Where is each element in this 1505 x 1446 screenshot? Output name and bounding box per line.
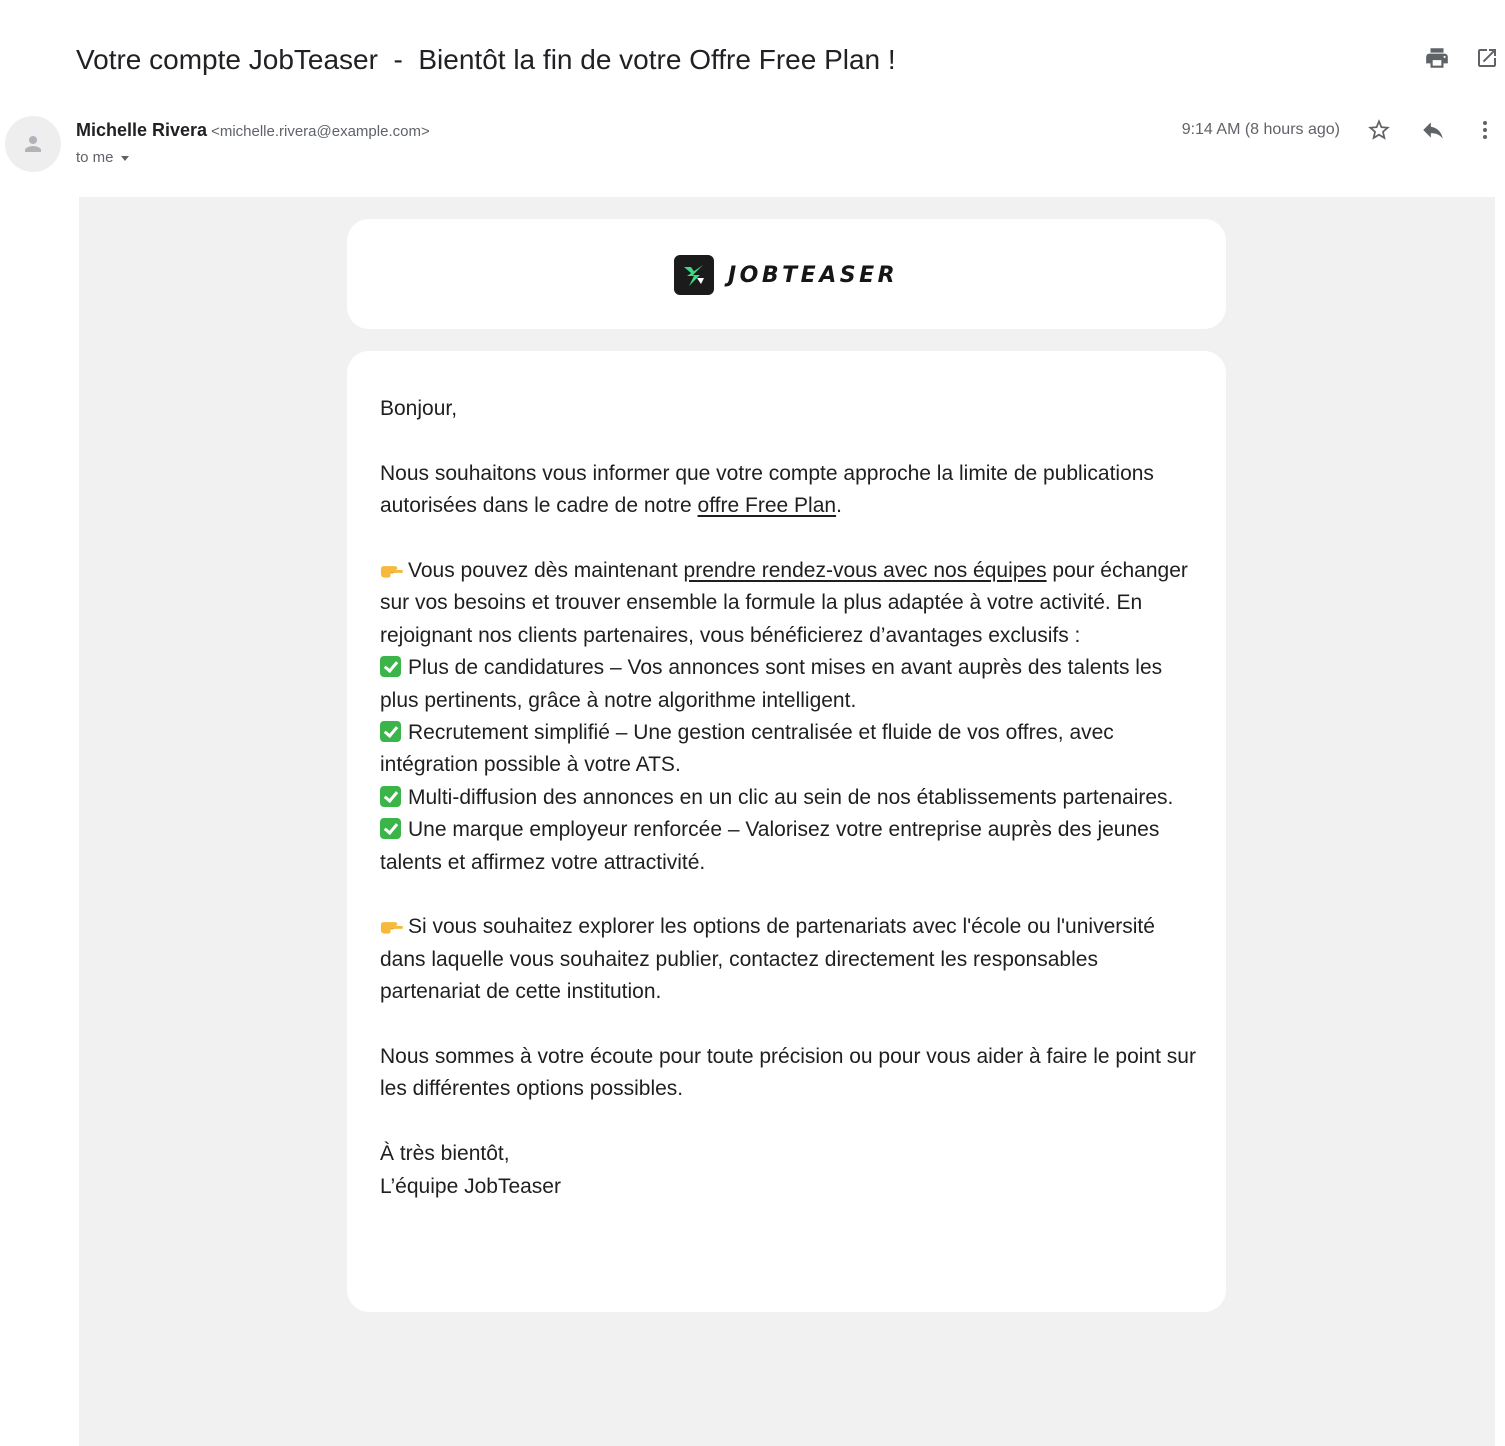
check-mark-emoji — [380, 786, 401, 807]
benefit-item — [380, 717, 1200, 782]
closing: À très bientôt, — [380, 1142, 510, 1166]
free-plan-link[interactable]: offre Free Plan — [697, 494, 837, 518]
reply-icon[interactable] — [1417, 114, 1449, 146]
check-mark-emoji — [380, 818, 401, 839]
benefit-text: Plus de candidatures – Vos annonces sont mises en avant auprès des talents les plus pertinents, grâce à notre algorithme intelligent. — [380, 656, 1163, 712]
benefit-text: Une marque employeur renforcée – Valorisez votre entreprise auprès des jeunes talents et affirmez votre attractivité. — [380, 818, 1160, 874]
paragraph-text: Si vous souhaitez explorer les options de partenariats avec l'école ou l'université dans laquelle vous souhaitez publier, contactez directement les responsables partenariat de cette institution. — [380, 915, 1155, 1004]
print-icon[interactable] — [1421, 42, 1453, 74]
paragraph-partnerships — [380, 911, 1200, 1008]
check-mark-emoji — [380, 656, 401, 677]
timestamp: 9:14 AM (8 hours ago) — [1181, 121, 1340, 138]
more-vertical-icon[interactable] — [1469, 114, 1501, 146]
email-body-canvas — [79, 197, 1495, 1446]
jobteaser-logo-mark — [674, 255, 714, 295]
benefit-text: Multi-diffusion des annonces en un clic au sein de nos établissements partenaires. — [408, 785, 1174, 809]
to-label: to me — [76, 149, 114, 166]
paragraph-text: Nous souhaitons vous informer que votre compte approche la limite de publications autorisées dans le cadre de notre — [380, 461, 1154, 518]
sender-line — [76, 117, 430, 143]
appointment-link[interactable]: prendre rendez-vous avec nos équipes — [683, 559, 1047, 582]
open-in-new-window-icon[interactable] — [1471, 42, 1503, 74]
chevron-down-icon — [121, 156, 129, 161]
paragraph-text-rest: pour échanger sur vos besoins et trouver ensemble la formule la plus adaptée à votre activité. En rejoignant nos clients partenaires, vous bénéficierez d’avantages exclusifs : — [380, 559, 1188, 647]
pointing-hand-emoji — [380, 917, 403, 935]
recipients-toggle[interactable] — [76, 146, 129, 170]
benefit-item — [380, 814, 1200, 879]
benefit-item — [380, 782, 1200, 814]
jobteaser-logo[interactable] — [674, 255, 898, 295]
sender-email: <michelle.rivera@example.com> — [211, 123, 430, 140]
greeting: Bonjour, — [380, 397, 458, 420]
paragraph-appointment — [380, 555, 1200, 652]
message-text — [380, 393, 1200, 1203]
star-icon[interactable] — [1363, 114, 1395, 146]
paragraph-text-end: . — [836, 494, 842, 518]
message-card — [347, 351, 1226, 1312]
paragraph-text: Vous pouvez dès maintenant — [408, 559, 684, 582]
logo-card — [347, 219, 1226, 329]
email-subject: Votre compte JobTeaser - Bientôt la fin de votre Offre Free Plan ! — [76, 44, 896, 75]
sender-name[interactable]: Michelle Rivera — [76, 120, 208, 140]
jobteaser-wordmark: JOBTEASER — [728, 262, 899, 288]
person-icon — [21, 132, 45, 156]
avatar — [5, 116, 61, 172]
pointing-hand-emoji — [380, 561, 403, 579]
paragraph-limit-notice — [380, 458, 1200, 523]
benefit-item — [380, 652, 1200, 717]
benefit-text: Recrutement simplifié – Une gestion centralisée et fluide de vos offres, avec intégration possible à votre ATS. — [380, 721, 1114, 777]
signature: L’équipe JobTeaser — [380, 1174, 561, 1198]
check-mark-emoji — [380, 721, 401, 742]
paragraph-contact: Nous sommes à votre écoute pour toute précision ou pour vous aider à faire le point sur les différentes options possibles. — [380, 1045, 1196, 1101]
